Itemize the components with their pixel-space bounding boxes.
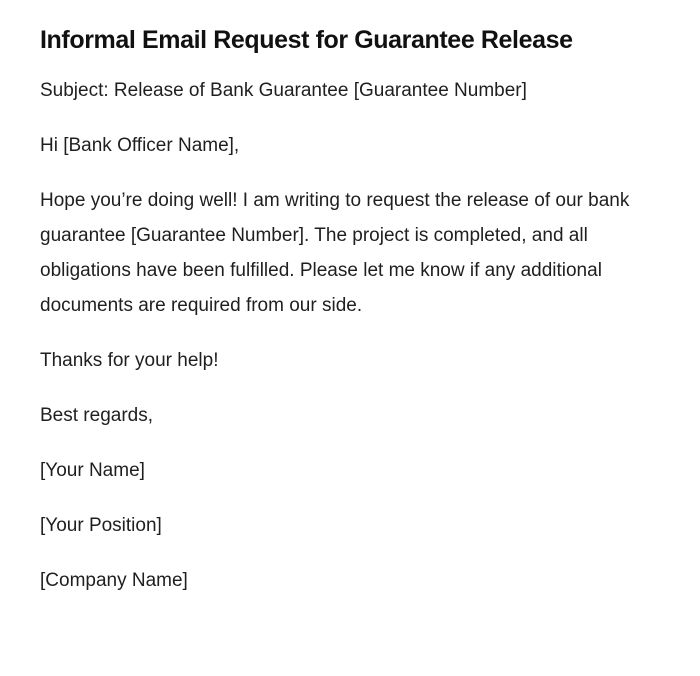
signature-name: [Your Name] [40, 460, 145, 481]
signature-position: [Your Position] [40, 515, 162, 536]
email-thanks: Thanks for your help! [40, 350, 219, 371]
email-document [40, 22, 640, 618]
email-greeting: Hi [Bank Officer Name], [40, 135, 240, 156]
email-closing: Best regards, [40, 405, 153, 426]
signature-company: [Company Name] [40, 570, 188, 591]
document-title: Informal Email Request for Guarantee Release [40, 26, 573, 54]
email-body: Hope you’re doing well! I am writing to request the release of our bank guarantee [Guarantee Number]. The project is completed, and all obligations have been fulfilled. Please let me know if any additional documents are required from our side. [40, 190, 630, 316]
email-subject: Subject: Release of Bank Guarantee [Guarantee Number] [40, 80, 527, 101]
